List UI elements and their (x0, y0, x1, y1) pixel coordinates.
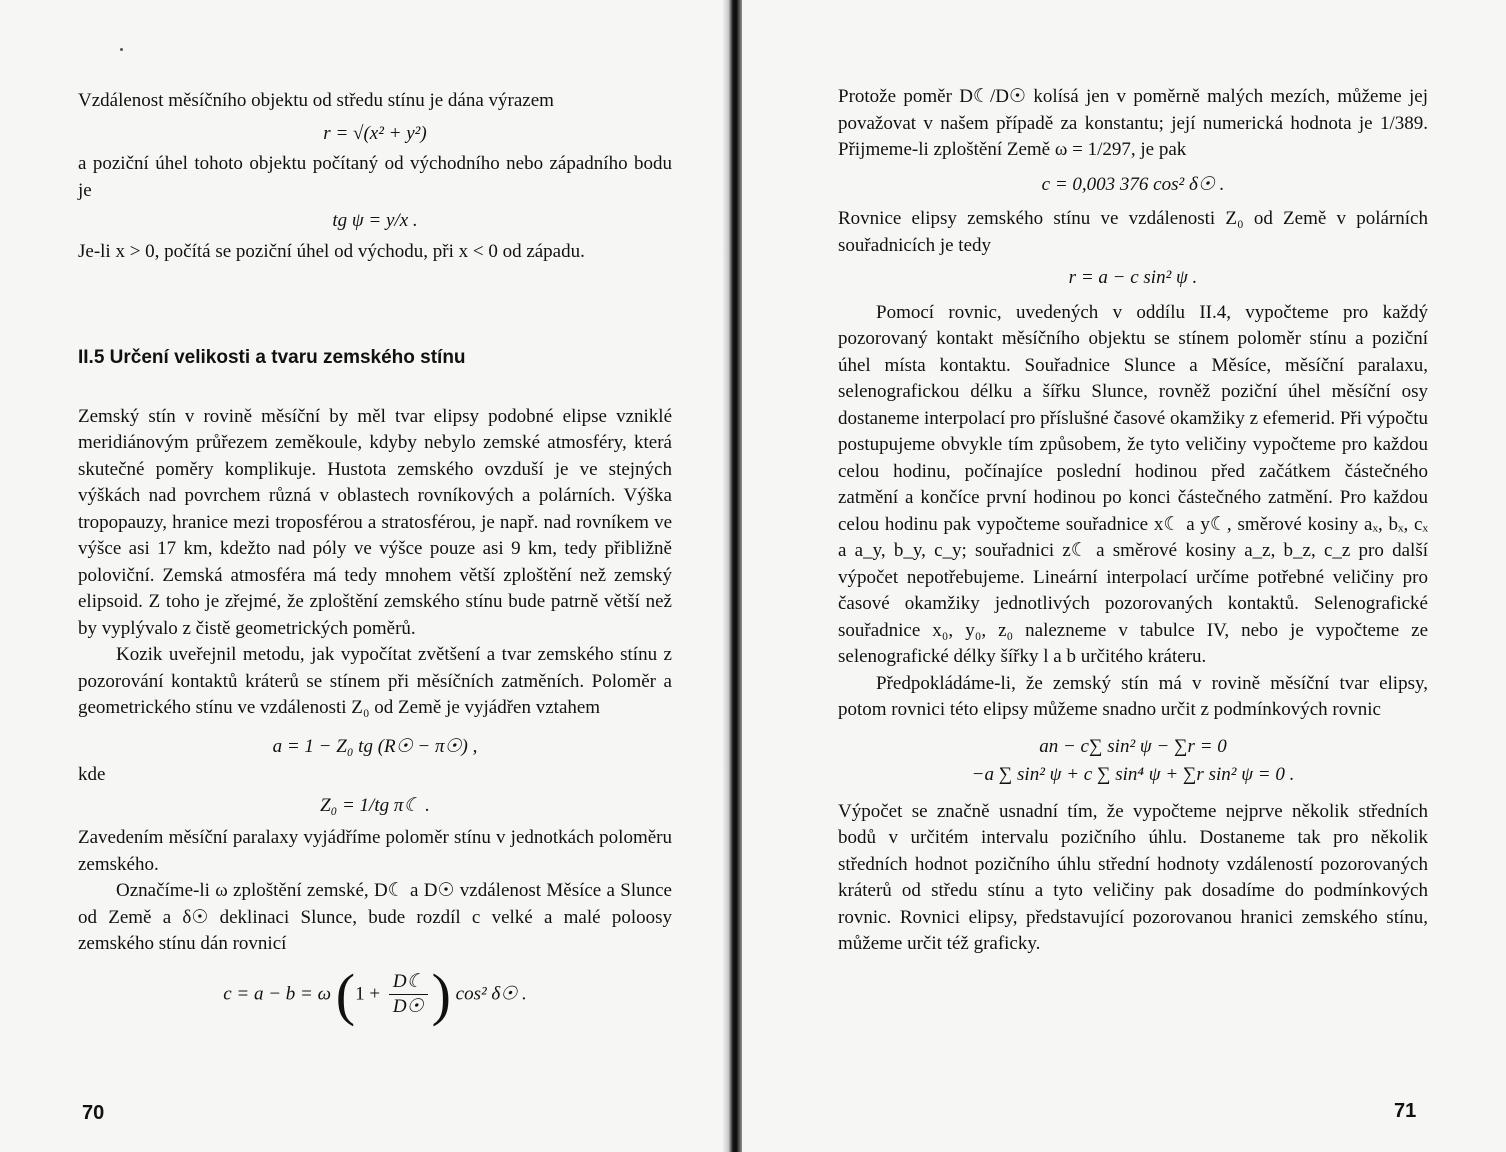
left-page (0, 0, 730, 1152)
paragraph: Vzdálenost měsíčního objektu od středu stínu je dána výrazem (78, 90, 554, 111)
paragraph: Kozik uveřejnil metodu, jak vypočítat zvětšení a tvar zemského stínu z pozorování kontaktů kráterů se stínem při měsíčních zatměních. Poloměr a geometrického stínu ve vzdálenosti Z₀ od Země je vyjádřen vztahem (78, 644, 672, 718)
equation: −a ∑ sin² ψ + c ∑ sin⁴ ψ + ∑r sin² ψ = 0 . (971, 764, 1295, 785)
equation: c = 0,003 376 cos² δ☉ . (1041, 173, 1225, 195)
right-page (742, 0, 1506, 1152)
equation: a = 1 − Z₀ tg (R☉ − π☉) , (272, 735, 478, 757)
paragraph: Pomocí rovnic, uvedených v oddílu II.4, vypočteme pro každý pozorovaný kontakt měsíčního objektu se stínem poloměr stínu a poziční úhel místa kontaktu. Souřadnice Slunce a Měsíce, měsíční paralaxu, selenografickou délku a šířku Slunce, rovněž poziční úhel měsíční osy dostaneme interpolací pro příslušné časové okamžiky z efemerid. Při výpočtu postupujeme obvykle tím způsobem, že tyto veličiny vypočteme pro každou celou hodinu, počínajíce poslední hodinou před začátkem částečného zatmění a končíce první hodinou po konci částečného zatmění. Pro každou celou hodinu pak vypočteme souřadnice x☾ a y☾, směrové kosiny aₓ, bₓ, cₓ a a_y, b_y, c_y; souřadnici z☾ a směrové kosiny a_z, b_z, c_z pro další výpočet nepotřebujeme. Lineární interpolací určíme potřebné veličiny pro časové okamžiky jednotlivých pozorovaných kontaktů. Selenografické souřadnice x₀, y₀, z₀ nalezneme v tabulce IV, nebo je vypočteme ze selenografické délky šířky l a b určitého kráteru. (838, 301, 1428, 667)
paragraph: Je-li x > 0, počítá se poziční úhel od východu, při x < 0 od západu. (78, 240, 585, 262)
page-number: 71 (1394, 1100, 1417, 1122)
paragraph: Výpočet se značně usnadní tím, že vypočteme nejprve několik středních bodů v určitém intervalu pozičního úhlu. Dostaneme tak pro několik středních hodnot pozičního úhlu střední hodnoty vzdáleností pozorovaných kráterů od středu stínu a tyto veličiny pak dosadíme do podmínkových rovnic. Rovnici elipsy, představující pozorovanou hranici zemského stínu, můžeme určit též graficky. (838, 800, 1428, 954)
equation: r = √(x² + y²) (323, 122, 427, 144)
left-column (78, 88, 672, 1027)
fraction-denominator: D☉ (392, 996, 424, 1017)
fraction (389, 970, 428, 1019)
paragraph: Zemský stín v rovině měsíční by měl tvar elipsy podobné elipse vzniklé meridiánovým průřezem zeměkoule, kdyby nebylo zemské atmosféry, která skutečné poměry komplikuje. Hustota zemského ovzduší je ve stejných výškách nad povrchem různá v oblastech rovníkových a polárních. Výška tropopauzy, hranice mezi troposférou a stratosférou, je např. nad rovníkem ve výšce asi 17 km, kdežto nad póly ve výšce pouze asi 9 km, tedy přibližně poloviční. Zemská atmosféra má tedy mnohem větší zploštění než zemský elipsoid. Z toho je zřejmé, že zploštění zemského stínu bude patrně větší než by vyplývalo z čistě geometrických poměrů. (78, 405, 672, 639)
eq-left: c = a − b = ω (223, 982, 332, 1004)
speck (120, 48, 123, 51)
paragraph: Předpokládáme-li, že zemský stín má v rovině měsíční tvar elipsy, potom rovnici této elipsy můžeme snadno určit z podmínkových rovnic (838, 672, 1428, 720)
section-heading: II.5 Určení velikosti a tvaru zemského stínu (78, 347, 466, 368)
paragraph: Zavedením měsíční paralaxy vyjádříme poloměr stínu v jednotkách poloměru zemského. (78, 827, 672, 875)
paren-open: ( (335, 961, 356, 1027)
equation: tg ψ = y/x . (332, 210, 418, 231)
paragraph: a poziční úhel tohoto objektu počítaný od východního nebo západního bodu je (78, 153, 672, 201)
equation: Z₀ = 1/tg π☾ . (320, 794, 430, 816)
fraction-numerator: D☾ (389, 970, 428, 995)
equation: an − c∑ sin² ψ − ∑r = 0 (1039, 735, 1227, 757)
label-kde: kde (78, 764, 106, 785)
page-number: 70 (82, 1102, 105, 1124)
paren-close: ) (431, 961, 451, 1027)
paragraph: Označíme-li ω zploštění zemské, D☾ a D☉ vzdálenost Měsíce a Slunce od Země a δ☉ deklinaci Slunce, bude rozdíl c velké a malé poloosy zemského stínu dán rovnicí (78, 880, 672, 954)
paragraph: Protože poměr D☾/D☉ kolísá jen v poměrně malých mezích, můžeme jej považovat v našem případě za konstantu; její numerická hodnota je 1/389. Přijmeme-li zploštění Země ω = 1/297, je pak (838, 86, 1428, 160)
right-column (838, 84, 1428, 958)
equation-fraction (78, 961, 672, 1027)
paragraph: Rovnice elipsy zemského stínu ve vzdálenosti Z₀ od Země v polárních souřadnicích je tedy (838, 208, 1428, 256)
equation: r = a − c sin² ψ . (1068, 267, 1198, 288)
eq-one: 1 + (355, 982, 381, 1004)
eq-right: cos² δ☉ . (455, 982, 527, 1004)
